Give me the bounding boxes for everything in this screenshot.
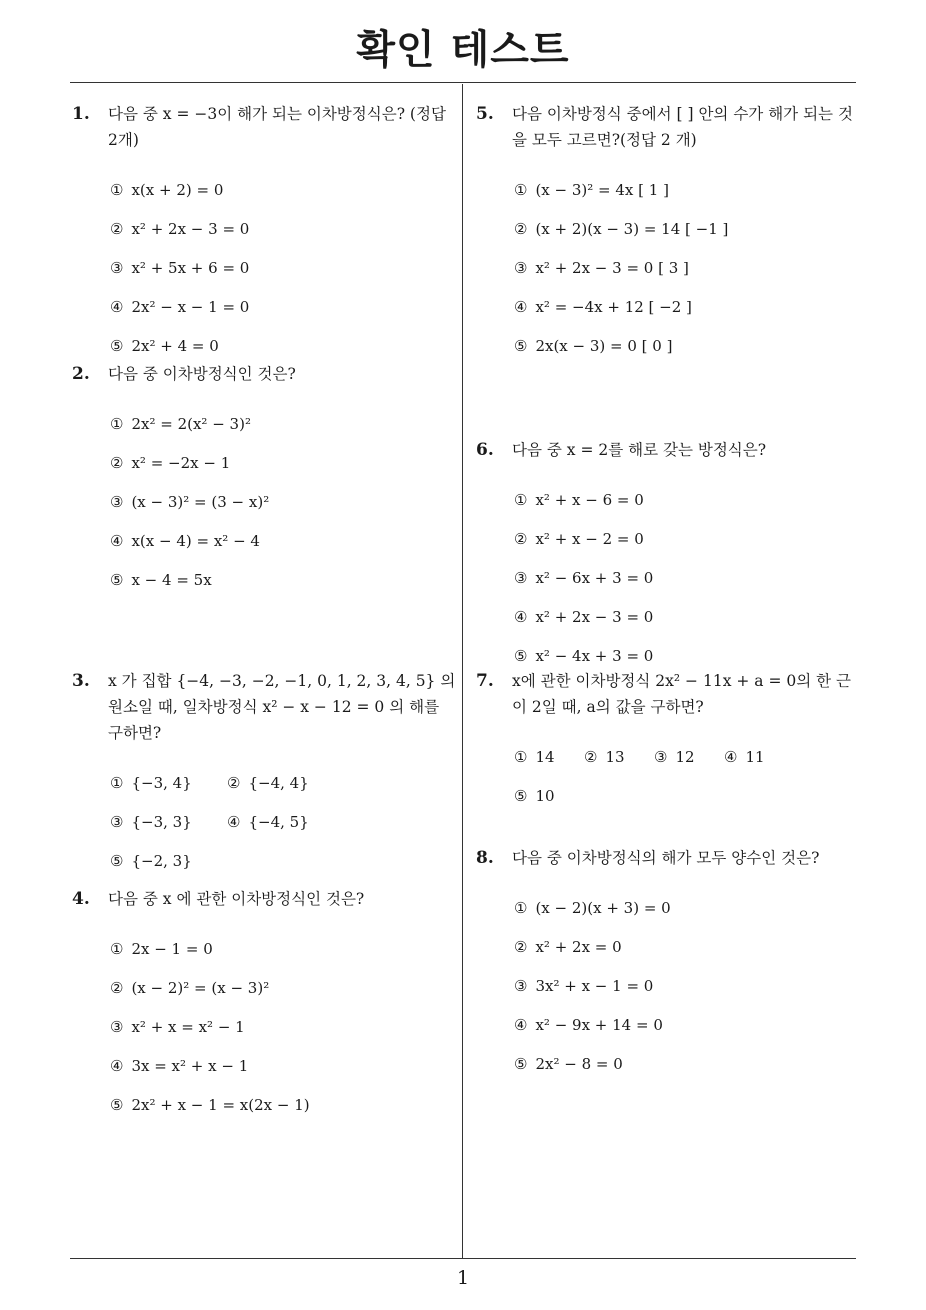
column-divider: [462, 84, 463, 1259]
choice-2[interactable]: ② x² + 2x = 0: [514, 938, 622, 956]
choice-text: x(x − 4) = x² − 4: [131, 532, 260, 550]
question-number: 4.: [72, 889, 90, 909]
choice-text: 2x² = 2(x² − 3)²: [131, 415, 251, 433]
choice-3[interactable]: ③ x² − 6x + 3 = 0: [514, 569, 654, 587]
choice-text: {−2, 3}: [131, 852, 192, 870]
choice-text: (x + 2)(x − 3) = 14 [ −1 ]: [535, 220, 729, 238]
question-3: [72, 668, 456, 874]
choice-1[interactable]: ① 2x² = 2(x² − 3)²: [110, 415, 251, 433]
choice-text: 10: [535, 787, 555, 805]
choice-5[interactable]: ⑤ x² − 4x + 3 = 0: [514, 647, 654, 665]
choice-list: [476, 177, 860, 359]
question-number: 2.: [72, 364, 90, 384]
choice-2[interactable]: ② x² + x − 2 = 0: [514, 530, 644, 548]
choice-4[interactable]: ④ 3x = x² + x − 1: [110, 1057, 249, 1075]
choice-5[interactable]: ⑤ x − 4 = 5x: [110, 571, 212, 589]
choice-text: 2x² + x − 1 = x(2x − 1): [131, 1096, 310, 1114]
choice-text: 2x(x − 3) = 0 [ 0 ]: [535, 337, 673, 355]
choice-4[interactable]: ④ 11: [724, 748, 765, 766]
choice-text: 2x² + 4 = 0: [131, 337, 219, 355]
choice-2[interactable]: ② (x − 2)² = (x − 3)²: [110, 979, 270, 997]
choice-1[interactable]: ① 14: [514, 748, 555, 766]
question-8: [476, 845, 860, 1077]
choice-text: 3x = x² + x − 1: [131, 1057, 249, 1075]
choice-list: [72, 770, 456, 874]
page-number: 1: [456, 1267, 470, 1289]
choice-text: x² − 4x + 3 = 0: [535, 647, 654, 665]
choice-text: 12: [675, 748, 695, 766]
question-number: 1.: [72, 104, 90, 124]
choice-text: (x − 2)(x + 3) = 0: [535, 899, 671, 917]
choice-1[interactable]: ① x² + x − 6 = 0: [514, 491, 644, 509]
choice-text: x² + 2x = 0: [535, 938, 622, 956]
question-4: [72, 886, 456, 1118]
choice-text: x² + 2x − 3 = 0: [131, 220, 250, 238]
question-text: 다음 이차방정식 중에서 [ ] 안의 수가 해가 되는 것을 모두 고르면?(정답 2 개): [512, 105, 853, 149]
choice-text: x − 4 = 5x: [131, 571, 212, 589]
question-5: [476, 101, 860, 359]
bottom-divider: [70, 1258, 856, 1259]
choice-text: x² + 5x + 6 = 0: [131, 259, 250, 277]
choice-5[interactable]: ⑤ 2x(x − 3) = 0 [ 0 ]: [514, 337, 673, 355]
choice-5[interactable]: ⑤ {−2, 3}: [110, 852, 192, 870]
choice-3[interactable]: ③ {−3, 3}: [110, 813, 192, 831]
choice-4[interactable]: ④ x² − 9x + 14 = 0: [514, 1016, 663, 1034]
choice-text: 14: [535, 748, 555, 766]
choice-4[interactable]: ④ {−4, 5}: [227, 813, 309, 831]
choice-1[interactable]: ① (x − 3)² = 4x [ 1 ]: [514, 181, 669, 199]
choice-text: 11: [745, 748, 765, 766]
question-number: 7.: [476, 671, 494, 691]
choice-5[interactable]: ⑤ 2x² + 4 = 0: [110, 337, 219, 355]
question-6: [476, 437, 860, 669]
choice-text: x² = −2x − 1: [131, 454, 231, 472]
choice-text: {−3, 3}: [131, 813, 192, 831]
choice-1[interactable]: ① x(x + 2) = 0: [110, 181, 224, 199]
choice-2[interactable]: ② 13: [584, 748, 625, 766]
choice-text: x² = −4x + 12 [ −2 ]: [535, 298, 692, 316]
choice-text: (x − 3)² = (3 − x)²: [131, 493, 270, 511]
choice-5[interactable]: ⑤ 2x² + x − 1 = x(2x − 1): [110, 1096, 310, 1114]
choice-4[interactable]: ④ 2x² − x − 1 = 0: [110, 298, 250, 316]
choice-5[interactable]: ⑤ 10: [514, 787, 555, 805]
choice-2[interactable]: ② {−4, 4}: [227, 774, 309, 792]
choice-2[interactable]: ② (x + 2)(x − 3) = 14 [ −1 ]: [514, 220, 729, 238]
choice-4[interactable]: ④ x² + 2x − 3 = 0: [514, 608, 654, 626]
choice-list: [72, 936, 456, 1118]
choice-text: x² + x = x² − 1: [131, 1018, 245, 1036]
choice-text: x² − 9x + 14 = 0: [535, 1016, 663, 1034]
choice-3[interactable]: ③ x² + x = x² − 1: [110, 1018, 245, 1036]
choice-text: x² + 2x − 3 = 0 [ 3 ]: [535, 259, 689, 277]
choice-3[interactable]: ③ (x − 3)² = (3 − x)²: [110, 493, 270, 511]
choice-text: 3x² + x − 1 = 0: [535, 977, 654, 995]
choice-list: [476, 744, 860, 809]
choice-text: {−4, 5}: [248, 813, 309, 831]
choice-text: (x − 2)² = (x − 3)²: [131, 979, 270, 997]
question-1: [72, 101, 456, 359]
question-text: x에 관한 이차방정식 2x² − 11x + a = 0의 한 근이 2일 때, a의 값을 구하면?: [512, 672, 851, 716]
question-2: [72, 361, 456, 593]
choice-text: x² + x − 6 = 0: [535, 491, 644, 509]
choice-3[interactable]: ③ 12: [654, 748, 695, 766]
choice-list: [72, 411, 456, 593]
question-text: 다음 중 이차방정식인 것은?: [108, 365, 296, 383]
choice-1[interactable]: ① (x − 2)(x + 3) = 0: [514, 899, 671, 917]
choice-5[interactable]: ⑤ 2x² − 8 = 0: [514, 1055, 623, 1073]
choice-1[interactable]: ① 2x − 1 = 0: [110, 940, 213, 958]
choice-1[interactable]: ① {−3, 4}: [110, 774, 192, 792]
choice-3[interactable]: ③ 3x² + x − 1 = 0: [514, 977, 654, 995]
choice-3[interactable]: ③ x² + 5x + 6 = 0: [110, 259, 250, 277]
choice-text: 2x² − 8 = 0: [535, 1055, 623, 1073]
choice-list: [476, 487, 860, 669]
question-text: 다음 중 x 에 관한 이차방정식인 것은?: [108, 890, 365, 908]
top-divider: [70, 82, 856, 83]
choice-list: [476, 895, 860, 1077]
choice-text: {−3, 4}: [131, 774, 192, 792]
question-text: 다음 중 x = 2를 해로 갖는 방정식은?: [512, 441, 767, 459]
choice-2[interactable]: ② x² = −2x − 1: [110, 454, 231, 472]
question-number: 5.: [476, 104, 494, 124]
question-text: 다음 중 x = −3이 해가 되는 이차방정식은? (정답 2개): [108, 105, 446, 149]
choice-text: x² − 6x + 3 = 0: [535, 569, 654, 587]
choice-text: x² + x − 2 = 0: [535, 530, 644, 548]
choice-text: x² + 2x − 3 = 0: [535, 608, 654, 626]
choice-text: 2x − 1 = 0: [131, 940, 213, 958]
choice-text: 2x² − x − 1 = 0: [131, 298, 250, 316]
choice-text: x(x + 2) = 0: [131, 181, 224, 199]
question-number: 6.: [476, 440, 494, 460]
question-text: 다음 중 이차방정식의 해가 모두 양수인 것은?: [512, 849, 820, 867]
choice-text: 13: [605, 748, 625, 766]
choice-list: [72, 177, 456, 359]
choice-text: (x − 3)² = 4x [ 1 ]: [535, 181, 669, 199]
page-title: 확인 테스트: [356, 27, 570, 73]
question-text: x 가 집합 {−4, −3, −2, −1, 0, 1, 2, 3, 4, 5} 의 원소일 때, 일차방정식 x² − x − 12 = 0 의 해를 구하면?: [108, 672, 456, 742]
question-number: 8.: [476, 848, 494, 868]
choice-3[interactable]: ③ x² + 2x − 3 = 0 [ 3 ]: [514, 259, 689, 277]
choice-text: {−4, 4}: [248, 774, 309, 792]
question-number: 3.: [72, 671, 90, 691]
choice-2[interactable]: ② x² + 2x − 3 = 0: [110, 220, 250, 238]
choice-4[interactable]: ④ x² = −4x + 12 [ −2 ]: [514, 298, 692, 316]
question-7: [476, 668, 860, 809]
choice-4[interactable]: ④ x(x − 4) = x² − 4: [110, 532, 260, 550]
